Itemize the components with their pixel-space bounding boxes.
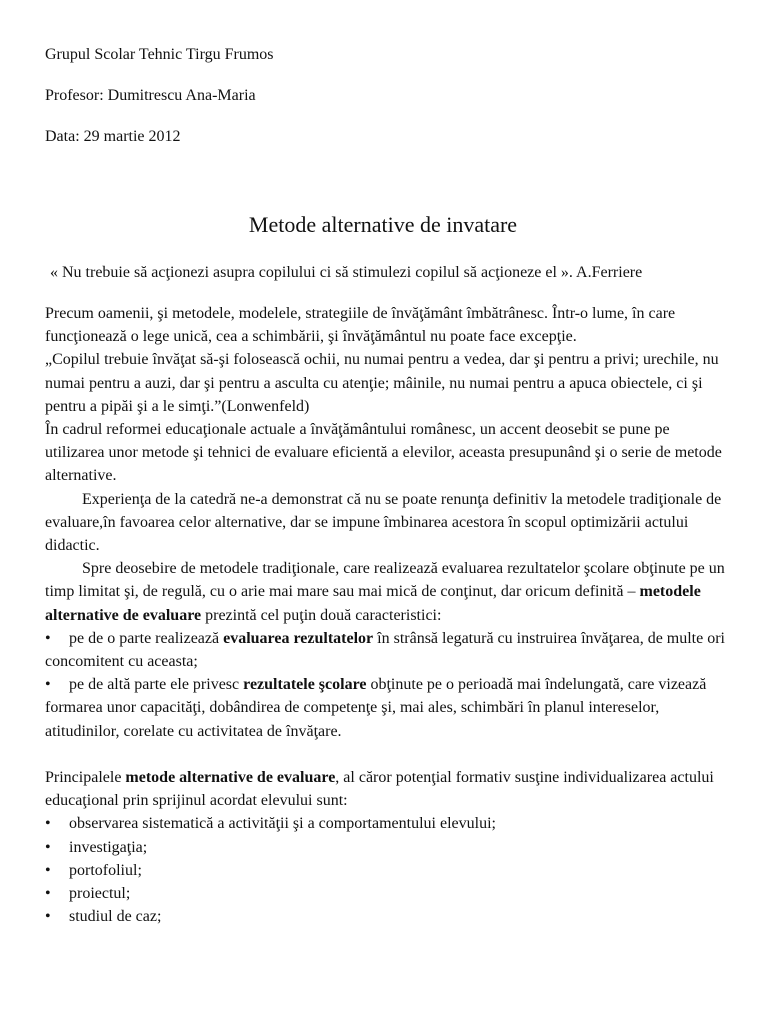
- characteristic-bullet-2: [45, 673, 725, 743]
- paragraph-6-text-end: , al căror potenţial formativ susţine individualizarea actului educaţional prin sprijinul acordat elevului sunt:: [45, 769, 714, 810]
- paragraph-1: Precum oamenii, şi metodele, modelele, strategiile de învăţământ îmbătrânesc. Într-o lume, în care funcţionează o lege unică, cea a schimbării, şi învăţământul nu poate face excepţie.: [45, 305, 676, 346]
- paragraph-6-text: Principalele: [45, 769, 126, 787]
- bullet-icon: •: [45, 885, 51, 903]
- list-item: [45, 836, 725, 859]
- bullet-icon: •: [45, 676, 51, 694]
- list-item-text: observarea sistematică a activităţii şi a comportamentului elevului;: [69, 815, 496, 833]
- document-date: Data: 29 martie 2012: [45, 128, 181, 145]
- list-item: [45, 812, 725, 835]
- bullet-icon: •: [45, 838, 51, 856]
- bullet-icon: •: [45, 815, 51, 833]
- list-item-text: proiectul;: [69, 885, 131, 903]
- list-item-text: investigaţia;: [69, 838, 148, 856]
- list-item: [45, 905, 725, 928]
- paragraph-5-text: Spre deosebire de metodele tradiţionale, care realizează evaluarea rezultatelor şcolare obţinute pe un timp limitat şi, de regulă, cu o arie mai mare sau mai mică de conţinut, dar oricum definită –: [45, 560, 725, 601]
- list-item-text: studiul de caz;: [69, 908, 162, 926]
- paragraph-spacer: [45, 743, 725, 766]
- page-title: Metode alternative de invatare: [248, 212, 518, 237]
- bullet-2-emphasis: rezultatele şcolare: [243, 676, 367, 694]
- paragraph-6: [45, 766, 725, 812]
- motto-quote: « Nu trebuie să acţionezi asupra copilului ci să stimulezi copilul să acţioneze el ». A.Ferriere: [50, 264, 643, 281]
- characteristic-bullet-1: [45, 627, 725, 673]
- bullet-icon: •: [45, 629, 51, 647]
- paragraph-3: În cadrul reformei educaţionale actuale a învăţământului românesc, un accent deosebit se pune pe utilizarea unor metode şi tehnici de evaluare eficientă a elevilor, aceasta presupunând şi o serie de metode alternative.: [45, 421, 722, 485]
- methods-list: [45, 812, 725, 928]
- document-body: [45, 302, 725, 928]
- paragraph-5: [45, 557, 725, 627]
- school-name: Grupul Scolar Tehnic Tirgu Frumos: [45, 46, 274, 63]
- bullet-2-text-end: obţinute pe o perioadă mai îndelungată, care vizează formarea unor capacităţi, dobândirea de competenţe şi, mai ales, schimbări în planul intereselor, atitudinilor, corelate cu activitatea de învăţare.: [45, 676, 707, 740]
- teacher-name: Profesor: Dumitrescu Ana-Maria: [45, 87, 256, 104]
- bullet-icon: •: [45, 908, 51, 926]
- paragraph-6-emphasis: metode alternative de evaluare: [125, 769, 336, 787]
- bullet-icon: •: [45, 861, 51, 879]
- bullet-1-text: pe de o parte realizează: [69, 629, 224, 647]
- paragraph-5-text-end: prezintă cel puţin două caracteristici:: [201, 606, 442, 624]
- document-page: [45, 44, 725, 926]
- paragraph-2-quote: „Copilul trebuie învăţat să-şi folosească ochii, nu numai pentru a vedea, dar şi pentru a privi; urechile, nu numai pentru a auzi, dar şi pentru a asculta cu atenţie; mâinile, nu numai pentru a apuca obiectele, ci şi pentru a pipăi şi a le simţi.”(Lonwenfeld): [45, 351, 719, 415]
- bullet-2-text: pe de altă parte ele privesc: [69, 676, 244, 694]
- list-item: [45, 882, 725, 905]
- paragraph-5-emphasis: metodele alternative de evaluare: [45, 583, 701, 624]
- paragraph-4: Experienţa de la catedră ne-a demonstrat că nu se poate renunţa definitiv la metodele tradiţionale de evaluare,în favoarea celor alternative, dar se impune îmbinarea acestora în scopul optimizării actului didactic.: [45, 490, 722, 555]
- bullet-1-text-end: în strânsă legatură cu instruirea învăţarea, de multe ori concomitent cu aceasta;: [45, 629, 725, 671]
- list-item: [45, 859, 725, 882]
- bullet-1-emphasis: evaluarea rezultatelor: [223, 629, 374, 647]
- list-item-text: portofoliul;: [69, 861, 142, 879]
